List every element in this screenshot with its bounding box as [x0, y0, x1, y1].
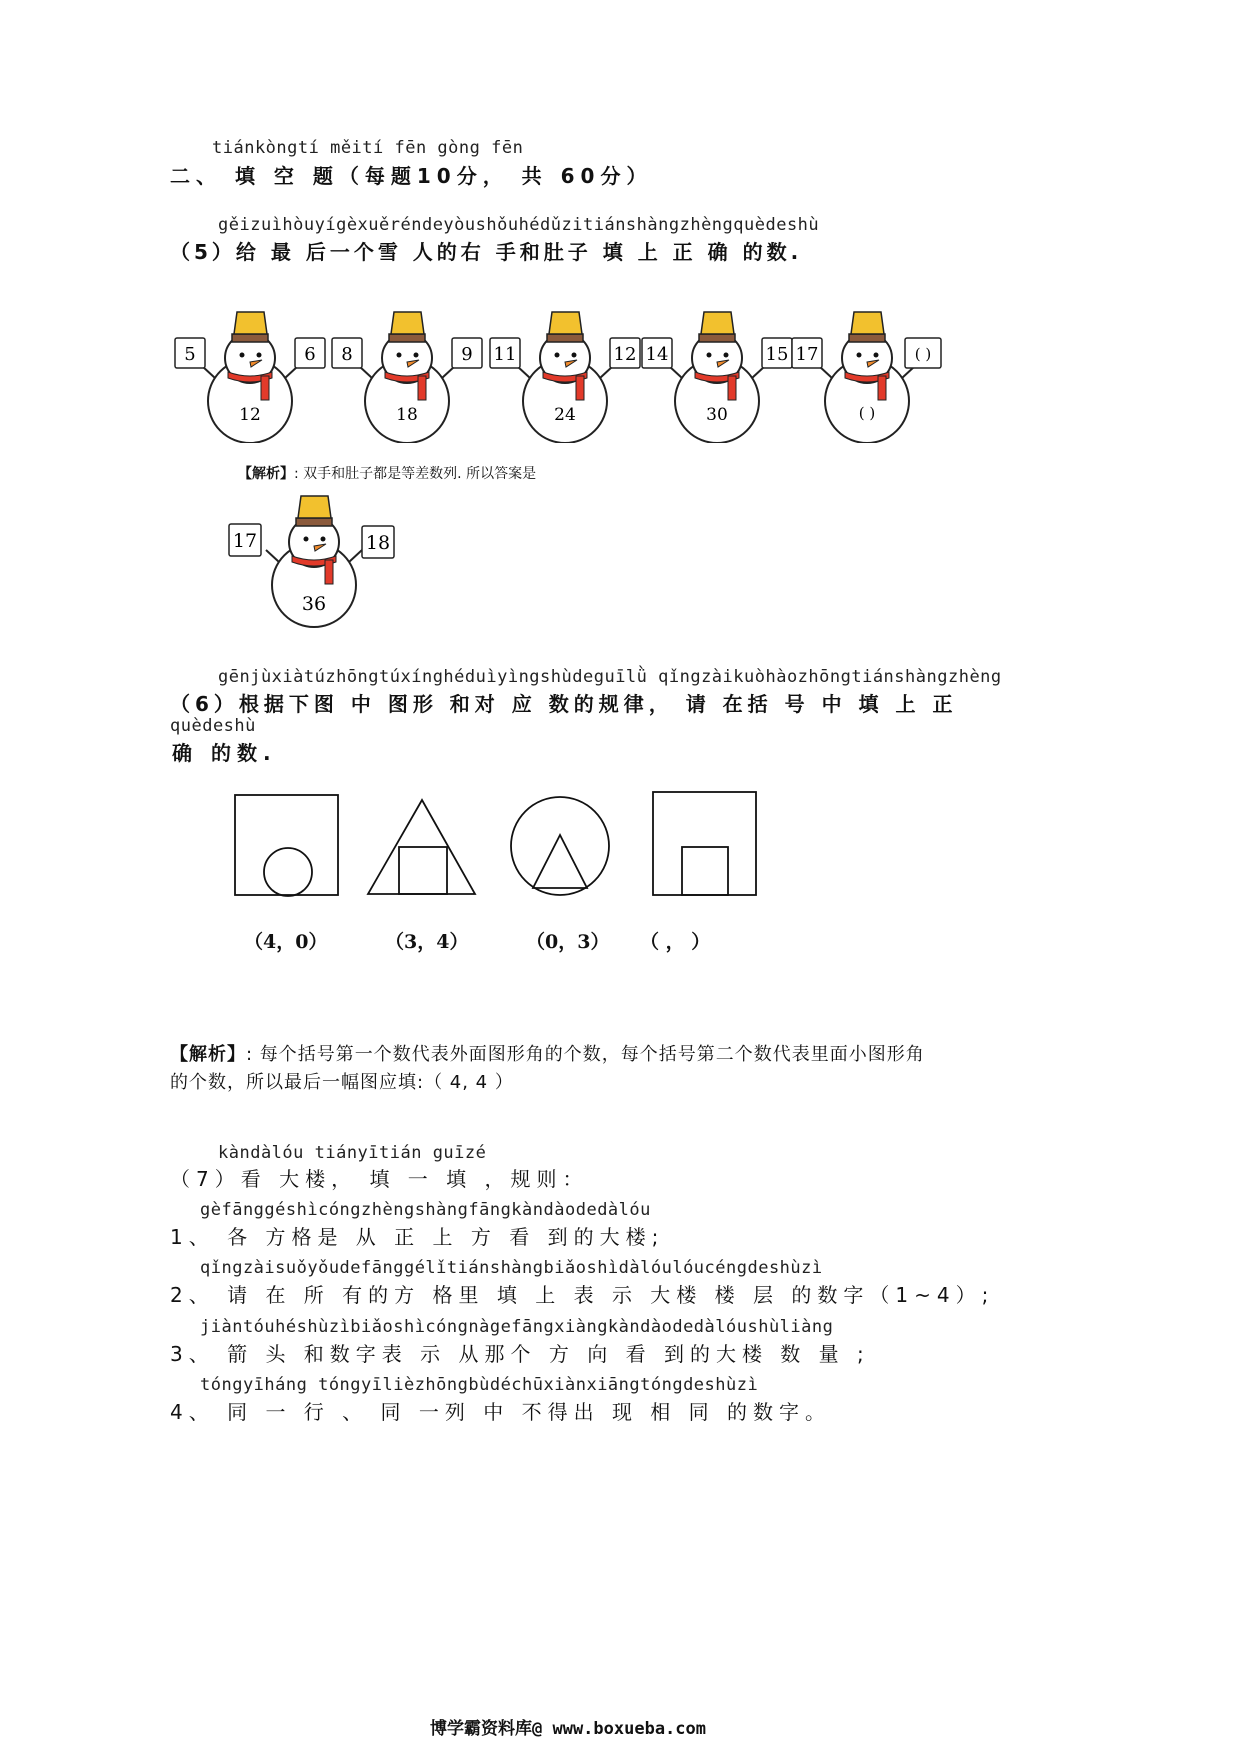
q5-analysis: 【解析】: 双手和肚子都是等差数列. 所以答案是 [238, 466, 537, 482]
shape-label-4: （ ， ） [640, 931, 711, 953]
snowman-4-right: 15 [765, 344, 789, 365]
q6-analysis-2: 的个数，所以最后一幅图应填:（ 4, 4 ） [170, 1072, 514, 1093]
snowman-4 [637, 298, 797, 447]
rule-3: 3、 箭 头 和数字表 示 从那个 方 向 看 到的大楼 数 量 ; [170, 1342, 870, 1366]
q6-question-2: 确 的数. [172, 741, 277, 765]
square-outer-1 [235, 795, 338, 895]
shape-label-2: （3，4） [385, 931, 469, 953]
section-title: 二、 填 空 题（每题10分， 共 60分） [170, 164, 653, 188]
answer-left: 17 [232, 530, 258, 552]
snowman-2-left: 8 [341, 344, 353, 365]
rule-3-pinyin: jiàntóuhéshùzìbiǎoshìcóngnàgefāngxiàngkàndàodedàlóushùliàng [200, 1317, 834, 1337]
q6-pinyin-1: gēnjùxiàtúzhōngtúxínghéduìyìngshùdeguīlǜ qǐngzàikuòhàozhōngtiánshàngzhèng [218, 667, 1002, 687]
snowman-1 [170, 298, 330, 447]
q5-question: （5）给 最 后一个雪 人的右 手和肚子 填 上 正 确 的数. [170, 240, 803, 264]
answer-right: 18 [365, 532, 391, 554]
snowman-5-right: ( ) [914, 345, 932, 363]
footer-watermark: 博学霸资料库@ www.boxueba.com [430, 1719, 706, 1739]
snowman-3-left: 11 [493, 344, 517, 365]
circle-outer-3 [511, 797, 609, 895]
rule-2-pinyin: qǐngzàisuǒyǒudefānggélǐtiánshàngbiǎoshìdàlóulóucéngdeshùzì [200, 1258, 823, 1278]
snowman-3 [485, 298, 645, 447]
q6-analysis-1: 【解析】: 每个括号第一个数代表外面图形角的个数，每个括号第二个数代表里面小图形角 [170, 1044, 925, 1065]
triangle-inner-3 [533, 835, 587, 888]
snowman-4-left: 14 [645, 344, 669, 365]
answer-snowman [222, 482, 402, 636]
snowman-5 [787, 298, 947, 447]
section-pinyin: tiánkòngtí měití fēn gòng fēn [212, 138, 524, 158]
snowman-4-belly: 30 [706, 405, 728, 425]
square-outer-4 [653, 792, 756, 895]
snowman-2 [327, 298, 487, 447]
rule-2: 2、 请 在 所 有的方 格里 填 上 表 示 大楼 楼 层 的数字（1~4）; [170, 1283, 995, 1307]
snowman-5-belly: ( ) [858, 404, 876, 422]
square-inner-2 [399, 847, 447, 894]
circle-inner-1 [264, 848, 312, 896]
q7-question: （7）看 大楼， 填 一 填 ，规则： [170, 1167, 589, 1191]
rule-1-pinyin: gèfānggéshìcóngzhèngshàngfāngkàndàodedàlóu [200, 1200, 651, 1220]
shape-label-1: （4，0） [244, 931, 328, 953]
snowman-1-belly: 12 [239, 405, 261, 425]
shapes-figure [225, 785, 765, 905]
rule-4: 4、 同 一 行 、 同 一列 中 不得出 现 相 同 的数字。 [170, 1400, 832, 1424]
q6-pinyin-2: quèdeshù [170, 716, 256, 736]
q5-pinyin: gěizuìhòuyígèxuěréndeyòushǒuhédǔzitiánshàngzhèngquèdeshù [218, 215, 820, 235]
snowman-5-left: 17 [795, 344, 819, 365]
snowman-2-belly: 18 [396, 405, 418, 425]
rule-1: 1、 各 方格是 从 正 上 方 看 到的大楼; [170, 1225, 665, 1249]
rule-4-pinyin: tóngyīháng tóngyīlièzhōngbùdéchūxiànxiāngtóngdeshùzì [200, 1375, 759, 1395]
snowman-3-belly: 24 [554, 405, 576, 425]
answer-belly: 36 [301, 593, 327, 615]
snowman-3-right: 12 [613, 344, 637, 365]
q7-pinyin: kàndàlóu tiányītián guīzé [218, 1143, 487, 1163]
square-inner-4 [682, 847, 728, 895]
snowman-1-left: 5 [184, 344, 196, 365]
snowman-2-right: 9 [461, 344, 473, 365]
shape-label-3: （0，3） [526, 931, 610, 953]
snowman-1-right: 6 [304, 344, 316, 365]
q6-question-1: （6）根据下图 中 图形 和对 应 数的规律， 请 在括 号 中 填 上 正 [170, 692, 958, 716]
